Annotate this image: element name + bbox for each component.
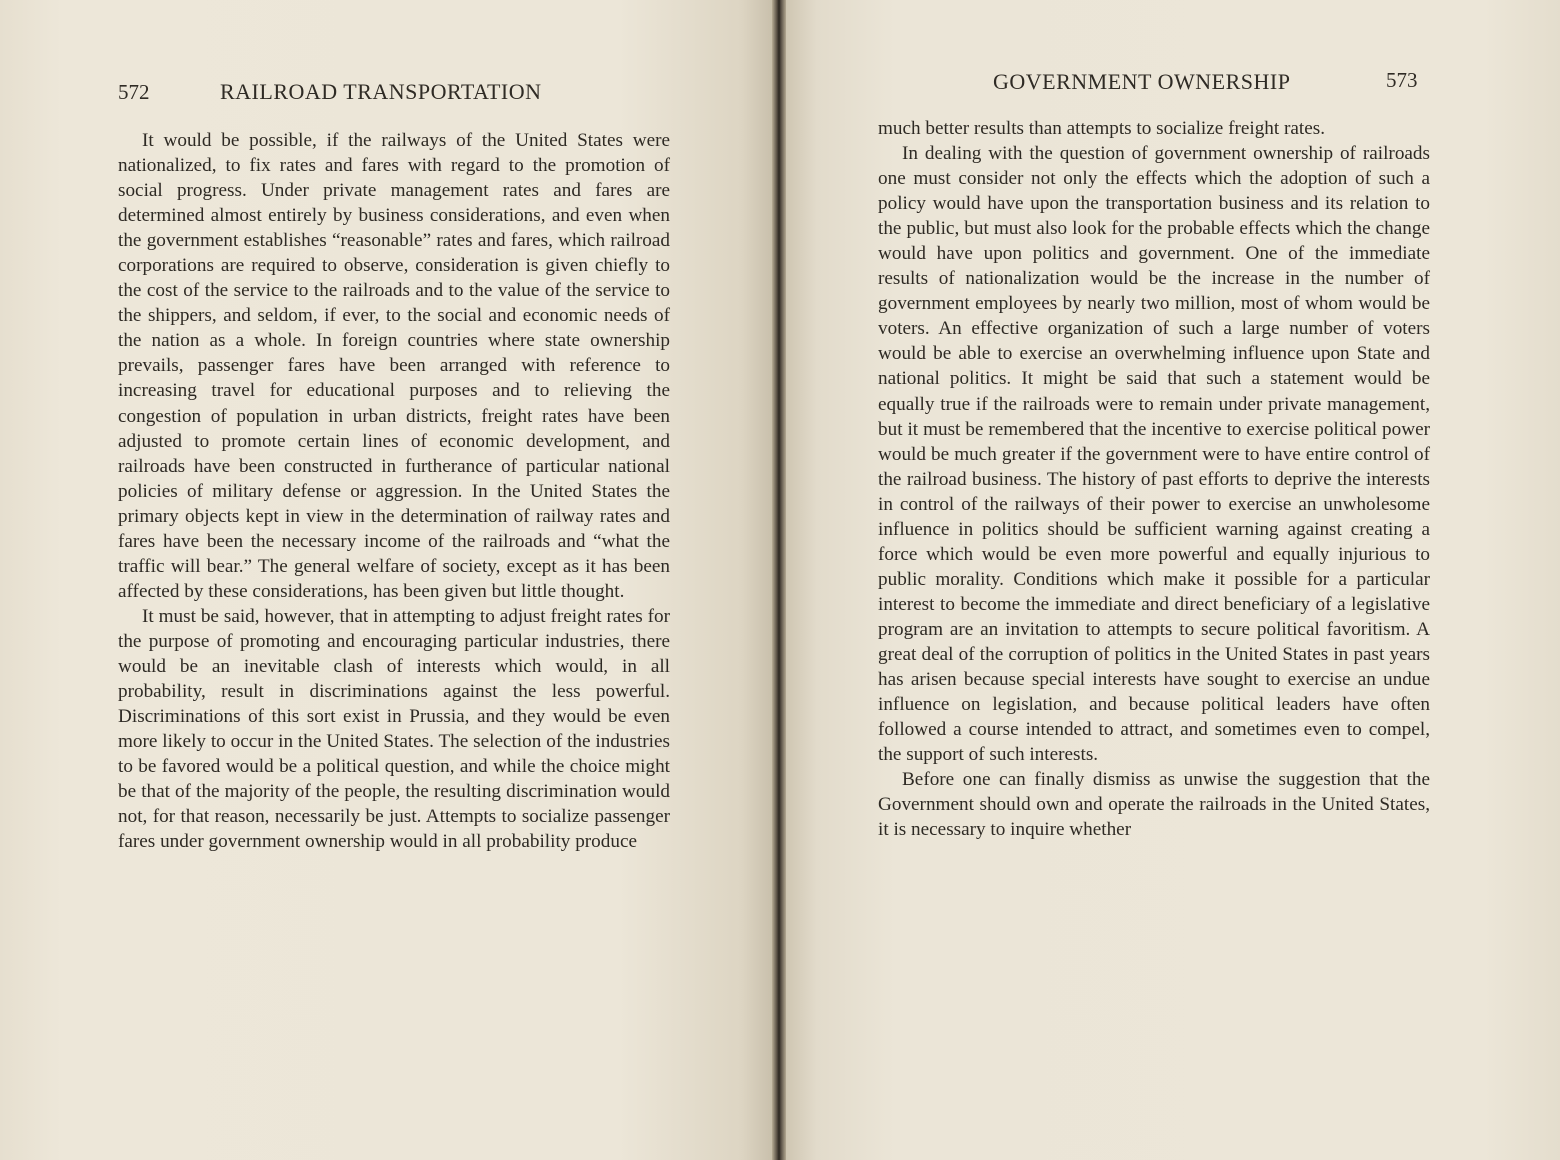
right-page <box>786 0 1560 1160</box>
paragraph: It must be said, however, that in attempting to adjust freight rates for the purpose of promoting and encouraging particular industries, there would be an inevitable clash of interests which would, in all probability, result in discriminations against the less powerful. Discriminations of this sort exist in Prussia, and they would be even more likely to occur in the United States. The selection of the industries to be favored would be a political question, and while the choice might be that of the majority of the people, the resulting discrimination would not, for that reason, necessarily be just. Attempts to socialize passenger fares under government ownership would in all probability produce <box>118 605 670 853</box>
running-head-right: GOVERNMENT OWNERSHIP <box>993 69 1291 94</box>
book-gutter <box>772 0 786 1160</box>
left-page-body <box>118 128 670 854</box>
paragraph: In dealing with the question of government ownership of railroads one must consider not only the effects which the adoption of such a policy would have upon the transportation business and its relation to the public, but must also look for the probable effects which the change would have upon politics and government. One of the immediate results of nationalization would be the increase in the number of government employees by nearly two million, most of whom would be voters. An effective organization of such a large number of voters would be able to exercise an overwhelming influence upon State and national politics. It might be said that such a statement would be equally true if the railroads were to remain under private management, but it must be remembered that the incentive to exercise political power would be much greater if the government were to have entire control of the railroad business. The history of past efforts to deprive the interests in control of the railways of their power to exercise an unwholesome influence in politics should be sufficient warning against creating a force which would be even more powerful and equally injurious to public morality. Conditions which make it possible for a particular interest to become the immediate and direct beneficiary of a legislative program are an invitation to attempts to secure political favoritism. A great deal of the corruption of politics in the United States in past years has arisen because special interests have sought to exercise an undue influence on legislation, and because political leaders have often followed a course intended to attract, and sometimes even to compel, the support of such interests. <box>878 143 1430 766</box>
running-head-left: RAILROAD TRANSPORTATION <box>220 79 542 104</box>
paragraph: It would be possible, if the railways of the United States were nationalized, to fix rates and fares with regard to the promotion of social progress. Under private management rates and fares are determined almost entirely by business considerations, and even when the government establishes “reasonable” rates and fares, which railroad corporations are required to observe, consideration is given chiefly to the cost of the service to the railroads and to the value of the service to the shippers, and seldom, if ever, to the social and economic needs of the nation as a whole. In foreign countries where state ownership prevails, passenger fares have been arranged with reference to increasing travel for educational purposes and to relieving the congestion of population in urban districts, freight rates have been adjusted to promote certain lines of economic development, and railroads have been constructed in furtherance of particular national policies of military defense or aggression. In the United States the primary objects kept in view in the determination of railway rates and fares have been the necessary income of the railroads and “what the traffic will bear.” The general welfare of society, except as it has been affected by these considerations, has been given but little thought. <box>118 130 670 602</box>
page-number-right: 573 <box>1386 68 1418 92</box>
page-number-left: 572 <box>118 80 150 104</box>
left-page <box>0 0 772 1160</box>
right-page-body <box>878 116 1430 842</box>
paragraph: Before one can finally dismiss as unwise the suggestion that the Government should own and operate the railroads in the United States, it is necessary to inquire whether <box>878 769 1430 841</box>
continued-paragraph: much better results than attempts to socialize freight rates. <box>878 118 1326 139</box>
